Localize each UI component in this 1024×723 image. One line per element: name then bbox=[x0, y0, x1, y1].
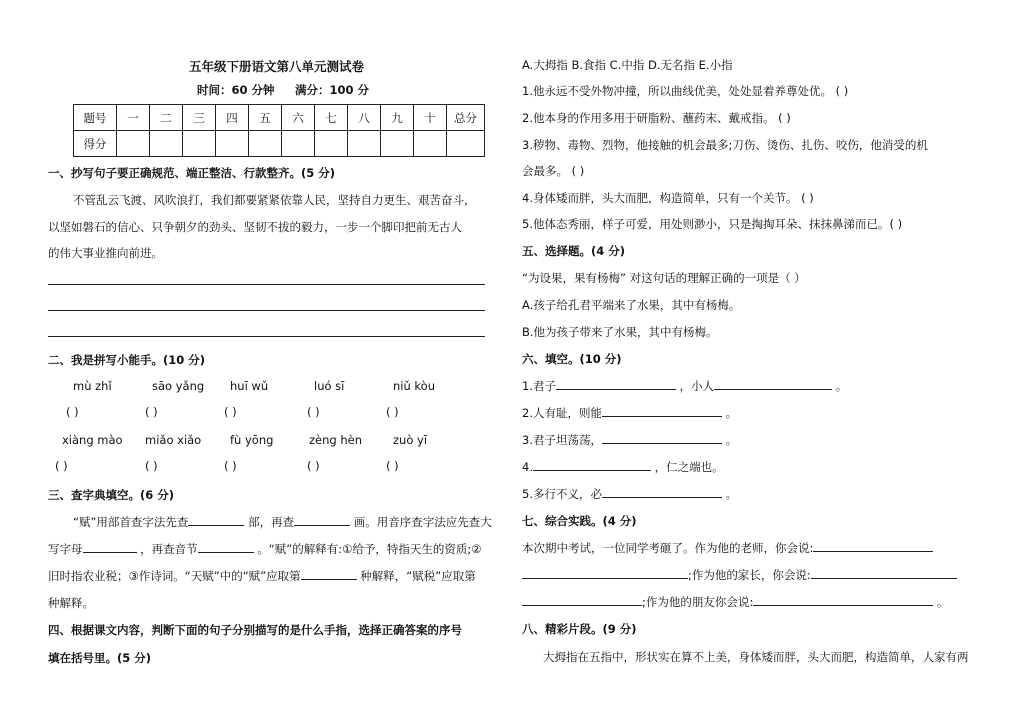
fill-blank[interactable] bbox=[602, 486, 722, 498]
table-cell: 三 bbox=[183, 105, 216, 131]
q1-line: 的伟大事业推向前进。 bbox=[48, 246, 163, 260]
score-table-score-row bbox=[74, 131, 485, 157]
q6-item bbox=[522, 378, 847, 394]
answer-paren[interactable]: ( ) bbox=[307, 405, 320, 419]
fill-blank[interactable] bbox=[294, 514, 350, 526]
answer-paren[interactable]: ( ) bbox=[55, 459, 68, 473]
q4-heading-cont: 填在括号里。(5 分) bbox=[48, 651, 152, 665]
q6-text: 2.人有耻，则能 bbox=[522, 406, 602, 420]
fill-blank[interactable] bbox=[188, 514, 244, 526]
score-table bbox=[73, 104, 485, 157]
q5-heading: 五、选择题。(4 分) bbox=[522, 244, 626, 258]
answer-paren[interactable]: ( ) bbox=[145, 405, 158, 419]
q5-question: “为设果，果有杨梅” 对这句话的理解正确的一项是（ ） bbox=[522, 271, 806, 285]
q6-text: 1.君子 bbox=[522, 379, 556, 393]
fill-blank[interactable] bbox=[714, 378, 832, 390]
table-cell: 总分 bbox=[447, 105, 485, 131]
q3-line bbox=[48, 541, 482, 557]
q3-text: 种解释，“赋税”应取第 bbox=[360, 569, 476, 583]
fill-blank[interactable] bbox=[602, 432, 722, 444]
q6-text: 5.多行不义，必 bbox=[522, 487, 602, 501]
q6-text: 。 bbox=[725, 406, 738, 420]
q6-item bbox=[522, 405, 737, 421]
q6-text: ，小人 bbox=[679, 379, 715, 393]
pinyin: fù yōng bbox=[230, 433, 274, 447]
q4-item: 会最多。 ( ) bbox=[522, 164, 585, 178]
q7-text: 本次期中考试，一位同学考砸了。作为他的老师，你会说: bbox=[522, 541, 814, 555]
table-cell: 二 bbox=[150, 105, 183, 131]
fill-blank[interactable] bbox=[753, 594, 933, 606]
answer-paren[interactable]: ( ) bbox=[224, 405, 237, 419]
q3-text: 旧时指农业税；③作诗词。“天赋”中的“赋”应取第 bbox=[48, 569, 301, 583]
page-title: 五年级下册语文第八单元测试卷 bbox=[189, 59, 365, 74]
q6-item bbox=[522, 486, 737, 502]
fill-blank[interactable] bbox=[198, 541, 254, 553]
fill-blank[interactable] bbox=[522, 567, 688, 579]
table-cell: 一 bbox=[117, 105, 150, 131]
q4-item: 3.秽物、毒物、烈物，他接触的机会最多;刀伤、烫伤、扎伤、咬伤，他消受的机 bbox=[522, 138, 928, 152]
table-cell: 六 bbox=[282, 105, 315, 131]
pinyin: zèng hèn bbox=[309, 433, 363, 447]
pinyin: zuò yī bbox=[393, 433, 428, 447]
q6-heading: 六、填空。(10 分) bbox=[522, 352, 622, 366]
q3-heading: 三、查字典填空。(6 分) bbox=[48, 488, 175, 502]
q3-line: 种解释。 bbox=[48, 596, 94, 610]
answer-paren[interactable]: ( ) bbox=[224, 459, 237, 473]
fill-blank[interactable] bbox=[83, 541, 137, 553]
q6-text: 。 bbox=[725, 433, 738, 447]
q1-line: 以坚如磐石的信心、只争朝夕的劲头、坚韧不拔的毅力，一步一个脚印把前无古人 bbox=[48, 220, 462, 234]
q2-heading: 二、我是拼写小能手。(10 分) bbox=[48, 353, 206, 367]
table-cell: 十 bbox=[414, 105, 447, 131]
q8-passage: 大拇指在五指中，形状实在算不上美，身体矮而胖，头大而肥，构造简单，人家有两 bbox=[543, 650, 969, 664]
q3-line bbox=[73, 514, 492, 530]
pinyin: mù zhǐ bbox=[73, 379, 112, 393]
q6-text: 。 bbox=[725, 487, 738, 501]
score-input-cell[interactable] bbox=[348, 131, 381, 157]
q4-item: 5.他体态秀丽，样子可爱，用处则渺小，只是掏掏耳朵、抹抹鼻涕而已。( ) bbox=[522, 217, 903, 231]
q4-heading: 四、根据课文内容，判断下面的句子分别描写的是什么手指，选择正确答案的序号 bbox=[48, 623, 462, 637]
table-cell: 九 bbox=[381, 105, 414, 131]
fill-blank[interactable] bbox=[522, 594, 642, 606]
q7-text: ;作为他的朋友你会说: bbox=[642, 595, 754, 609]
answer-paren[interactable]: ( ) bbox=[145, 459, 158, 473]
score-input-cell[interactable] bbox=[414, 131, 447, 157]
score-input-cell[interactable] bbox=[282, 131, 315, 157]
table-cell: 得分 bbox=[74, 131, 117, 157]
fill-blank[interactable] bbox=[813, 540, 933, 552]
fill-blank[interactable] bbox=[602, 405, 722, 417]
pinyin: sāo yǎng bbox=[152, 379, 205, 393]
score-input-cell[interactable] bbox=[150, 131, 183, 157]
q7-text: 。 bbox=[936, 595, 949, 609]
answer-paren[interactable]: ( ) bbox=[66, 405, 79, 419]
score-input-cell[interactable] bbox=[381, 131, 414, 157]
q6-text: 3.君子坦荡荡， bbox=[522, 433, 602, 447]
q1-line: 不管乱云飞渡、风吹浪打，我们都要紧紧依靠人民，坚持自力更生、艰苦奋斗， bbox=[73, 193, 476, 207]
q4-item: 4.身体矮而胖，头大而肥，构造简单，只有一个关节。 ( ) bbox=[522, 191, 814, 205]
fill-blank[interactable] bbox=[556, 378, 676, 390]
q3-text: 。“赋”的解释有:①给予，特指天生的资质;② bbox=[257, 542, 482, 556]
q3-text: ，再查音节 bbox=[140, 542, 198, 556]
q7-heading: 七、综合实践。(4 分) bbox=[522, 514, 637, 528]
table-cell: 七 bbox=[315, 105, 348, 131]
answer-paren[interactable]: ( ) bbox=[307, 459, 320, 473]
q7-line bbox=[522, 567, 957, 583]
table-cell: 四 bbox=[216, 105, 249, 131]
q6-item bbox=[522, 432, 737, 448]
score-input-cell[interactable] bbox=[183, 131, 216, 157]
pinyin: xiàng mào bbox=[62, 433, 123, 447]
q7-line bbox=[522, 594, 948, 610]
writing-line[interactable] bbox=[48, 310, 485, 311]
q7-text: ;作为他的家长，你会说: bbox=[688, 568, 811, 582]
q7-line bbox=[522, 540, 933, 556]
q3-text: 部，再查 bbox=[248, 515, 295, 529]
q4-item: 2.他本身的作用多用于研脂粉、蘸药末、戴戒指。 ( ) bbox=[522, 111, 791, 125]
table-cell: 五 bbox=[249, 105, 282, 131]
q1-heading: 一、抄写句子要正确规范、端正整洁、行款整齐。(5 分) bbox=[48, 166, 336, 180]
q4-item: 1.他永远不受外物冲撞，所以曲线优美，处处显着养尊处优。 ( ) bbox=[522, 84, 849, 98]
pinyin: miǎo xiǎo bbox=[145, 433, 202, 447]
score-label: 满分：100 分 bbox=[295, 83, 370, 97]
q3-text: 写字母 bbox=[48, 542, 83, 556]
table-cell: 题号 bbox=[74, 105, 117, 131]
score-input-cell[interactable] bbox=[117, 131, 150, 157]
q6-text: 。 bbox=[835, 379, 848, 393]
score-input-cell[interactable] bbox=[249, 131, 282, 157]
q6-text: 4. bbox=[522, 460, 533, 474]
table-cell: 八 bbox=[348, 105, 381, 131]
q8-heading: 八、精彩片段。(9 分) bbox=[522, 622, 637, 636]
q3-text: 画。用音序查字法应先查大 bbox=[353, 515, 492, 529]
q4-options: A.大拇指 B.食指 C.中指 D.无名指 E.小指 bbox=[522, 58, 733, 72]
time-label: 时间：60 分钟 bbox=[197, 83, 275, 97]
fill-blank[interactable] bbox=[301, 568, 357, 580]
fill-blank[interactable] bbox=[811, 567, 957, 579]
q5-option-b: B.他为孩子带来了水果，其中有杨梅。 bbox=[522, 325, 718, 339]
writing-line[interactable] bbox=[48, 284, 485, 285]
fill-blank[interactable] bbox=[533, 459, 651, 471]
q5-option-a: A.孩子给孔君平端来了水果，其中有杨梅。 bbox=[522, 298, 741, 312]
pinyin: huī wǔ bbox=[230, 379, 269, 393]
score-input-cell[interactable] bbox=[315, 131, 348, 157]
answer-paren[interactable]: ( ) bbox=[386, 459, 399, 473]
score-table-header-row bbox=[74, 105, 485, 131]
score-input-cell[interactable] bbox=[447, 131, 485, 157]
q3-text: “赋”用部首查字法先查 bbox=[73, 515, 189, 529]
q3-line bbox=[48, 568, 476, 584]
pinyin: niǔ kòu bbox=[393, 379, 436, 393]
score-input-cell[interactable] bbox=[216, 131, 249, 157]
q6-item bbox=[522, 459, 724, 475]
answer-paren[interactable]: ( ) bbox=[386, 405, 399, 419]
writing-line[interactable] bbox=[48, 336, 485, 337]
q6-text: ，仁之端也。 bbox=[654, 460, 724, 474]
pinyin: luó sī bbox=[314, 379, 345, 393]
